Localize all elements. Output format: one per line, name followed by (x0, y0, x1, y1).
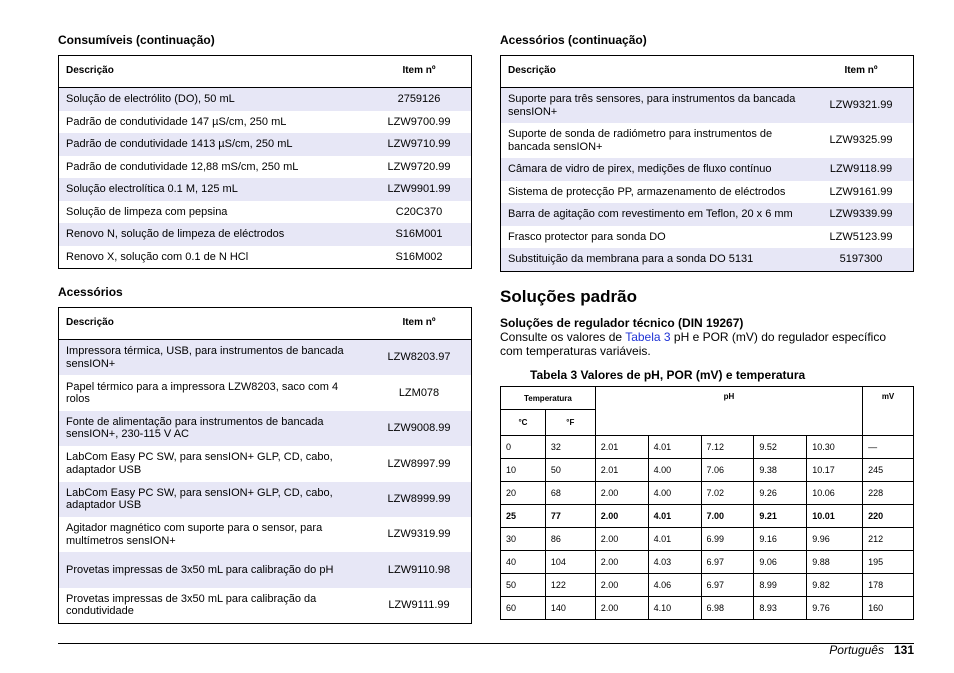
table-row (59, 178, 472, 201)
table-row (501, 181, 914, 204)
row-description: Provetas impressas de 3x50 mL para calibração do pH (59, 552, 368, 587)
table-row (59, 482, 472, 517)
row-item-number: LZW5123.99 (829, 230, 893, 243)
page-footer (829, 643, 914, 657)
cell-ph-2: 4.01 (648, 505, 701, 528)
table-row (59, 156, 472, 179)
row-description: Câmara de vidro de pirex, medições de fluxo contínuo (501, 158, 810, 181)
page-number: 131 (893, 643, 914, 657)
cell-temp-c: 0 (501, 436, 546, 459)
row-item-number: 2759126 (367, 88, 472, 111)
cell-temp-c: 20 (501, 482, 546, 505)
table-row (59, 133, 472, 156)
consumiveis-title: Consumíveis (continuação) (58, 33, 215, 47)
cell-ph-4: 9.52 (754, 436, 807, 459)
row-item-number: LZW9110.98 (367, 552, 472, 587)
row-description: Substituição da membrana para a sonda DO 5131 (501, 248, 810, 271)
row-item-number: LZW8997.99 (387, 457, 451, 470)
cell-ph-5: 9.88 (807, 551, 863, 574)
cell-temp-c: 50 (501, 574, 546, 597)
row-item-number: LZW9710.99 (367, 133, 472, 156)
ph-table-row (501, 528, 914, 551)
table-row (59, 88, 472, 111)
tabela-3-link[interactable]: Tabela 3 (625, 330, 671, 344)
cell-ph-3: 6.98 (701, 597, 754, 620)
acessorios-cont-table (500, 55, 914, 272)
cell-temp-f: 77 (545, 505, 595, 528)
row-description: Frasco protector para sonda DO (508, 230, 666, 243)
table-row (59, 411, 472, 446)
table-row (59, 201, 472, 224)
cell-temp-f: 86 (545, 528, 595, 551)
header-temperatura: Temperatura (501, 387, 596, 410)
column-header-description: Descrição (501, 56, 810, 88)
cell-temp-f: 32 (545, 436, 595, 459)
cell-temp-c: 60 (501, 597, 546, 620)
cell-ph-3: 6.99 (701, 528, 754, 551)
row-description: LabCom Easy PC SW, para sensION+ GLP, CD, cabo, adaptador USB (66, 451, 333, 476)
table-row (501, 203, 914, 226)
row-item-number: LZW9161.99 (829, 185, 893, 198)
table-caption: Tabela 3 Valores de pH, POR (mV) e temperatura (530, 368, 806, 382)
cell-ph-2: 4.00 (648, 459, 701, 482)
row-item-number: LZW9901.99 (367, 178, 472, 201)
cell-ph-1: 2.01 (595, 436, 648, 459)
cell-ph-5: 9.76 (807, 597, 863, 620)
cell-ph-3: 7.00 (701, 505, 754, 528)
cell-temp-f: 140 (545, 597, 595, 620)
table-row (59, 517, 472, 552)
row-item-number: S16M001 (367, 223, 472, 246)
row-description: Padrão de condutividade 12,88 mS/cm, 250 mL (66, 160, 299, 173)
ph-temperature-table (500, 386, 914, 620)
cell-ph-4: 9.26 (754, 482, 807, 505)
cell-ph-1: 2.01 (595, 459, 648, 482)
ph-table-row (501, 505, 914, 528)
para-text-before: Consulte os valores de (500, 330, 626, 344)
table-row (59, 223, 472, 246)
ph-header-row (501, 387, 914, 410)
row-description: Solução electrolítica 0.1 M, 125 mL (59, 178, 368, 201)
row-item-number: LZW9321.99 (809, 88, 914, 124)
row-description: Suporte de sonda de radiómetro para instrumentos de bancada sensION+ (508, 128, 773, 153)
cell-ph-3: 7.12 (701, 436, 754, 459)
table-row (501, 226, 914, 249)
row-description: Provetas impressas de 3x50 mL para calibração da condutividade (66, 592, 317, 618)
row-item-number: LZW9111.99 (388, 599, 450, 612)
row-description: Impressora térmica, USB, para instrumentos de bancada sensION+ (59, 340, 368, 376)
cell-temp-f: 104 (545, 551, 595, 574)
table-row (59, 446, 472, 481)
ph-table-row (501, 482, 914, 505)
row-description: Solução de electrólito (DO), 50 mL (59, 88, 368, 111)
solucoes-heading: Soluções padrão (500, 287, 637, 306)
cell-ph-5: 9.82 (807, 574, 863, 597)
cell-ph-4: 8.93 (754, 597, 807, 620)
cell-temp-f: 50 (545, 459, 595, 482)
column-header-item: Item nº (809, 56, 914, 88)
row-description: Renovo N, solução de limpeza de eléctrodos (59, 223, 368, 246)
cell-ph-3: 6.97 (701, 551, 754, 574)
row-item-number: LZW9720.99 (387, 160, 451, 173)
cell-ph-2: 4.03 (648, 551, 701, 574)
acessorios-cont-title: Acessórios (continuação) (500, 33, 647, 47)
table-row (501, 123, 914, 158)
row-description: Renovo X, solução com 0.1 de N HCl (66, 250, 249, 263)
row-item-number: S16M002 (395, 250, 443, 263)
table-row (501, 158, 914, 181)
cell-ph-1: 2.00 (595, 528, 648, 551)
header-fahrenheit: °F (545, 410, 595, 436)
footer-language: Português (829, 643, 884, 657)
table-row (59, 588, 472, 624)
cell-ph-1: 2.00 (595, 597, 648, 620)
cell-ph-5: 10.06 (807, 482, 863, 505)
table-row (501, 88, 914, 124)
cell-temp-f: 68 (545, 482, 595, 505)
ph-table-row (501, 597, 914, 620)
column-header-item: Item nº (367, 56, 472, 88)
cell-temp-c: 40 (501, 551, 546, 574)
acessorios-table (58, 307, 472, 624)
row-item-number: LZW8203.97 (367, 340, 472, 376)
cell-mv: — (863, 436, 914, 459)
row-description: Solução de limpeza com pepsina (66, 205, 228, 218)
row-item-number: LZW9325.99 (829, 134, 893, 147)
row-item-number: LZW9118.99 (809, 158, 914, 181)
ph-table-row (501, 459, 914, 482)
acessorios-title: Acessórios (58, 285, 123, 299)
row-item-number: 5197300 (809, 248, 914, 271)
cell-ph-3: 7.02 (701, 482, 754, 505)
cell-ph-5: 10.30 (807, 436, 863, 459)
cell-mv: 160 (863, 597, 914, 620)
row-item-number: LZW9008.99 (367, 411, 472, 446)
ph-table-row (501, 436, 914, 459)
cell-ph-1: 2.00 (595, 482, 648, 505)
cell-mv: 178 (863, 574, 914, 597)
ph-table-row (501, 551, 914, 574)
table-row (59, 340, 472, 376)
cell-ph-4: 8.99 (754, 574, 807, 597)
cell-ph-5: 10.17 (807, 459, 863, 482)
header-celsius: °C (501, 410, 546, 436)
ph-table-row (501, 574, 914, 597)
row-item-number: LZW9339.99 (809, 203, 914, 226)
cell-ph-2: 4.06 (648, 574, 701, 597)
solucoes-paragraph (500, 331, 900, 358)
cell-temp-c: 30 (501, 528, 546, 551)
row-description: Sistema de protecção PP, armazenamento de eléctrodos (508, 185, 786, 198)
cell-ph-1: 2.00 (595, 551, 648, 574)
cell-ph-2: 4.01 (648, 528, 701, 551)
row-item-number: LZM078 (398, 386, 440, 399)
cell-ph-4: 9.06 (754, 551, 807, 574)
cell-mv: 245 (863, 459, 914, 482)
table-header-row (59, 56, 472, 88)
header-mv: mV (863, 387, 914, 436)
row-description: Agitador magnético com suporte para o sensor, para multímetros sensION+ (66, 522, 323, 547)
cell-mv: 220 (863, 505, 914, 528)
table-header-row (501, 56, 914, 88)
cell-ph-5: 9.96 (807, 528, 863, 551)
table-row (59, 375, 472, 410)
cell-mv: 195 (863, 551, 914, 574)
cell-ph-4: 9.21 (754, 505, 807, 528)
cell-ph-1: 2.00 (595, 505, 648, 528)
footer-rule (58, 643, 914, 644)
table-row (59, 111, 472, 134)
cell-temp-f: 122 (545, 574, 595, 597)
table-header-row (59, 308, 472, 340)
header-ph: pH (595, 387, 862, 436)
cell-ph-1: 2.00 (595, 574, 648, 597)
cell-ph-5: 10.01 (807, 505, 863, 528)
cell-ph-4: 9.38 (754, 459, 807, 482)
cell-temp-c: 10 (501, 459, 546, 482)
row-description: Papel térmico para a impressora LZW8203, saco com 4 rolos (66, 380, 339, 406)
table-row (501, 248, 914, 271)
column-header-item: Item nº (367, 308, 472, 340)
cell-ph-3: 6.97 (701, 574, 754, 597)
table-row (59, 246, 472, 269)
row-description: Barra de agitação com revestimento em Teflon, 20 x 6 mm (501, 203, 810, 226)
consumiveis-table (58, 55, 472, 269)
row-description: Fonte de alimentação para instrumentos de bancada sensION+, 230-115 V AC (59, 411, 368, 446)
solucoes-subheading: Soluções de regulador técnico (DIN 19267) (500, 316, 744, 330)
row-item-number: LZW8999.99 (367, 482, 472, 517)
column-header-description: Descrição (59, 308, 368, 340)
row-description: Padrão de condutividade 1413 µS/cm, 250 mL (59, 133, 368, 156)
row-item-number: C20C370 (395, 205, 443, 218)
column-header-description: Descrição (59, 56, 368, 88)
cell-ph-2: 4.01 (648, 436, 701, 459)
table-row (59, 552, 472, 587)
row-item-number: LZW9700.99 (387, 115, 451, 128)
cell-ph-2: 4.10 (648, 597, 701, 620)
row-description: LabCom Easy PC SW, para sensION+ GLP, CD, cabo, adaptador USB (59, 482, 368, 517)
row-description: Suporte para três sensores, para instrumentos da bancada sensION+ (501, 88, 810, 124)
row-item-number: LZW9319.99 (387, 528, 451, 541)
cell-temp-c: 25 (501, 505, 546, 528)
cell-ph-3: 7.06 (701, 459, 754, 482)
cell-mv: 228 (863, 482, 914, 505)
cell-ph-2: 4.00 (648, 482, 701, 505)
row-description: Padrão de condutividade 147 µS/cm, 250 mL (66, 115, 287, 128)
para-text-after: pH e POR (mV) do regulador específico com temperaturas variáveis. (500, 330, 886, 358)
cell-mv: 212 (863, 528, 914, 551)
cell-ph-4: 9.16 (754, 528, 807, 551)
